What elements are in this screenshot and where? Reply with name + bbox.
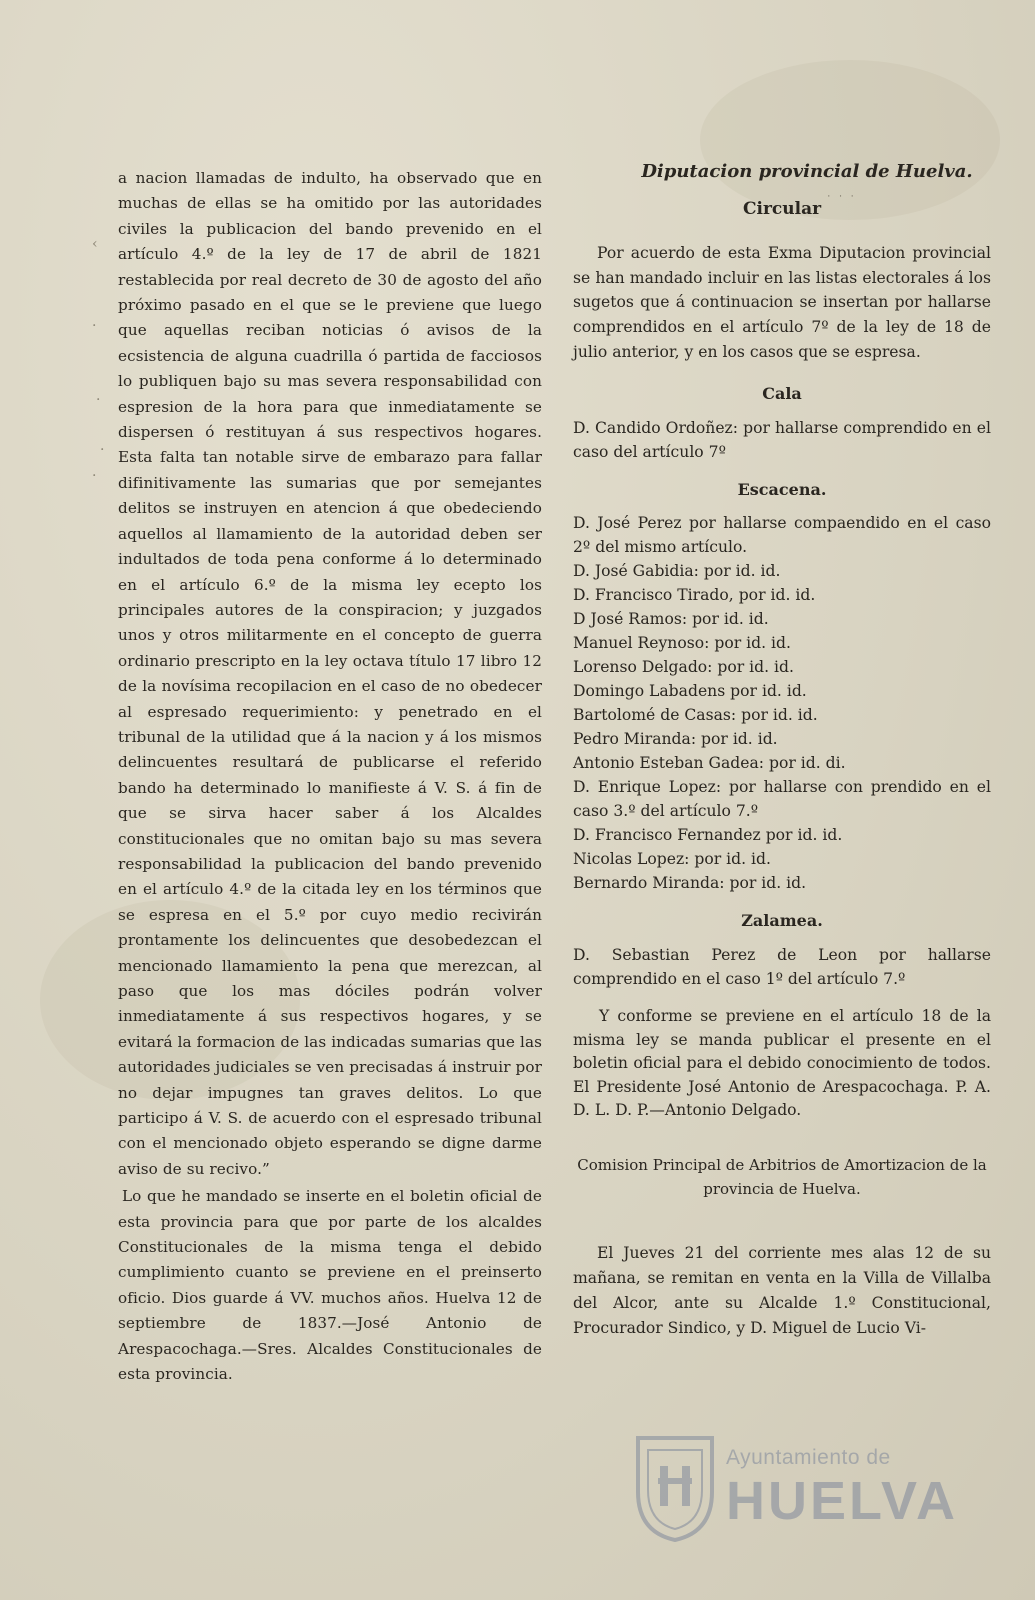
right-column	[573, 160, 991, 1341]
masthead-ornament: · · ·	[827, 191, 857, 202]
town-heading: Escacena.	[737, 479, 827, 499]
left-column	[118, 166, 542, 1388]
list-item: D. Candido Ordoñez: por hallarse comprendido en el caso del artículo 7º	[573, 418, 991, 461]
elector-list	[573, 943, 991, 991]
list-item: D. Enrique Lopez: por hallarse con prendido en el caso 3.º del artículo 7.º	[573, 778, 991, 821]
town-heading: Zalamea.	[741, 911, 823, 931]
closing-paragraph: Lo que he mandado se inserte en el boletin oficial de esta provincia para que por parte de los alcaldes Constitucionales de la misma tenga el debido cumplimiento cuanto se previene en el preinserto oficio. Dios guarde á VV. muchos años. Huelva 12 de septiembre de 1837.—José Antonio de Arespacochaga.—Sres. Alcaldes Constitucionales de esta provincia.	[118, 1187, 542, 1384]
margin-mark: ·	[92, 318, 97, 334]
list-item: Bernardo Miranda: por id. id.	[573, 874, 807, 893]
list-item: Bartolomé de Casas: por id. id.	[573, 706, 818, 725]
watermark-title: HUELVA	[726, 1471, 958, 1531]
watermark-line: Ayuntamiento de	[726, 1446, 891, 1469]
list-item: Manuel Reynoso: por id. id.	[573, 634, 791, 653]
list-item: D José Ramos: por id. id.	[573, 610, 769, 629]
margin-mark: ·	[92, 468, 97, 484]
masthead: Diputacion provincial de Huelva.	[641, 161, 973, 182]
list-item: D. José Gabidia: por id. id.	[573, 562, 781, 581]
list-item: Nicolas Lopez: por id. id.	[573, 850, 771, 869]
list-item: D. Sebastian Perez de Leon por hallarse comprendido en el caso 1º del artículo 7.º	[573, 945, 991, 988]
circular-intro: Por acuerdo de esta Exma Diputacion provincial se han mandado incluir en las listas electorales á los sugetos que á continuacion se insertan por hallarse comprendidos en el artículo 7º de la ley de 18 de julio anterior, y en los casos que se espresa.	[573, 244, 991, 361]
list-item: D. Francisco Tirado, por id. id.	[573, 586, 816, 605]
margin-mark: ‹	[92, 236, 98, 252]
elector-list	[573, 416, 991, 464]
commission-heading: Comision Principal de Arbitrios de Amortizacion de la provincia de Huelva.	[577, 1155, 987, 1198]
circular-heading: Circular	[742, 198, 822, 219]
list-item: D. José Perez por hallarse compaendido en el caso 2º del mismo artículo.	[573, 514, 991, 557]
circular-closing: Y conforme se previene en el artículo 18 de la misma ley se manda publicar el presente en el boletin oficial para el debido conocimiento de todos. El Presidente José Antonio de Arespacochaga. P. A. D. L. D. P.—Antonio Delgado.	[573, 1006, 991, 1120]
city-seal-icon	[632, 1432, 718, 1544]
list-item: Domingo Labadens por id. id.	[573, 682, 807, 701]
margin-mark: ·	[96, 392, 101, 408]
continuation-paragraph: a nacion llamadas de indulto, ha observado que en muchas de ellas se ha omitido por las autoridades civiles la publicacion del bando prevenido en el artículo 4.º de la ley de 17 de abril de 1821 restablecida por real decreto de 30 de agosto del año próximo pasado en el que se le previene que luego que aquellas reciban noticias ó avisos de la ecsistencia de alguna cuadrilla ó partida de facciosos lo publiquen bajo su mas severa responsabilidad con espresion de la hora para que inmediatamente se dispersen ó restituyan á sus respectivos hogares. Esta falta tan notable sirve de embarazo para fallar difinitivamente las sumarias que por semejantes delitos se instruyen en atencion á que obedeciendo aquellos al llamamiento de la autoridad deben ser indultados de toda pena conforme á lo determinado en el artículo 6.º de la misma ley ecepto los principales autores de la conspiracion; y juzgados unos y otros militarmente en el concepto de guerra ordinario prescripto en la ley octava título 17 libro 12 de la novísima recopilacion en el caso de no obedecer al espresado requerimiento: y penetrado en el tribunal de la utilidad que á la nacion y á los mismos delincuentes resultará de publicarse el referido bando ha determinado lo manifieste á V. S. á fin de que se sirva hacer saber á los Alcaldes constitucionales que no omitan bajo su mas severa responsabilidad la publicacion del bando prevenido en el artículo 4.º de la citada ley en los términos que se espresa en el 5.º por cuyo medio recivirán prontamente los delincuentes que desobedezcan el mencionado llamamiento la pena que merezcan, al paso que los mas dóciles podrán volver inmediatamente á sus respectivos hogares, y se evitará la formacion de las indicadas sumarias que las autoridades judiciales se ven precisadas á instruir por no dejar impugnes tan graves delitos. Lo que participo á V. S. de acuerdo con el espresado tribunal con el mencionado objeto esperando se digne darme aviso de su recivo.”	[118, 169, 542, 1178]
list-item: Pedro Miranda: por id. id.	[573, 730, 778, 749]
margin-mark: ·	[100, 442, 105, 458]
list-item: Lorenso Delgado: por id. id.	[573, 658, 794, 677]
town-heading: Cala	[762, 384, 802, 404]
archive-watermark	[632, 1432, 1012, 1582]
elector-list	[573, 511, 991, 895]
sale-notice: El Jueves 21 del corriente mes alas 12 de su mañana, se remitan en venta en la Villa de Villalba del Alcor, ante su Alcalde 1.º Constitucional, Procurador Sindico, y D. Miguel de Lucio Vi-	[573, 1243, 991, 1337]
list-item: Antonio Esteban Gadea: por id. di.	[573, 754, 846, 773]
list-item: D. Francisco Fernandez por id. id.	[573, 826, 843, 845]
